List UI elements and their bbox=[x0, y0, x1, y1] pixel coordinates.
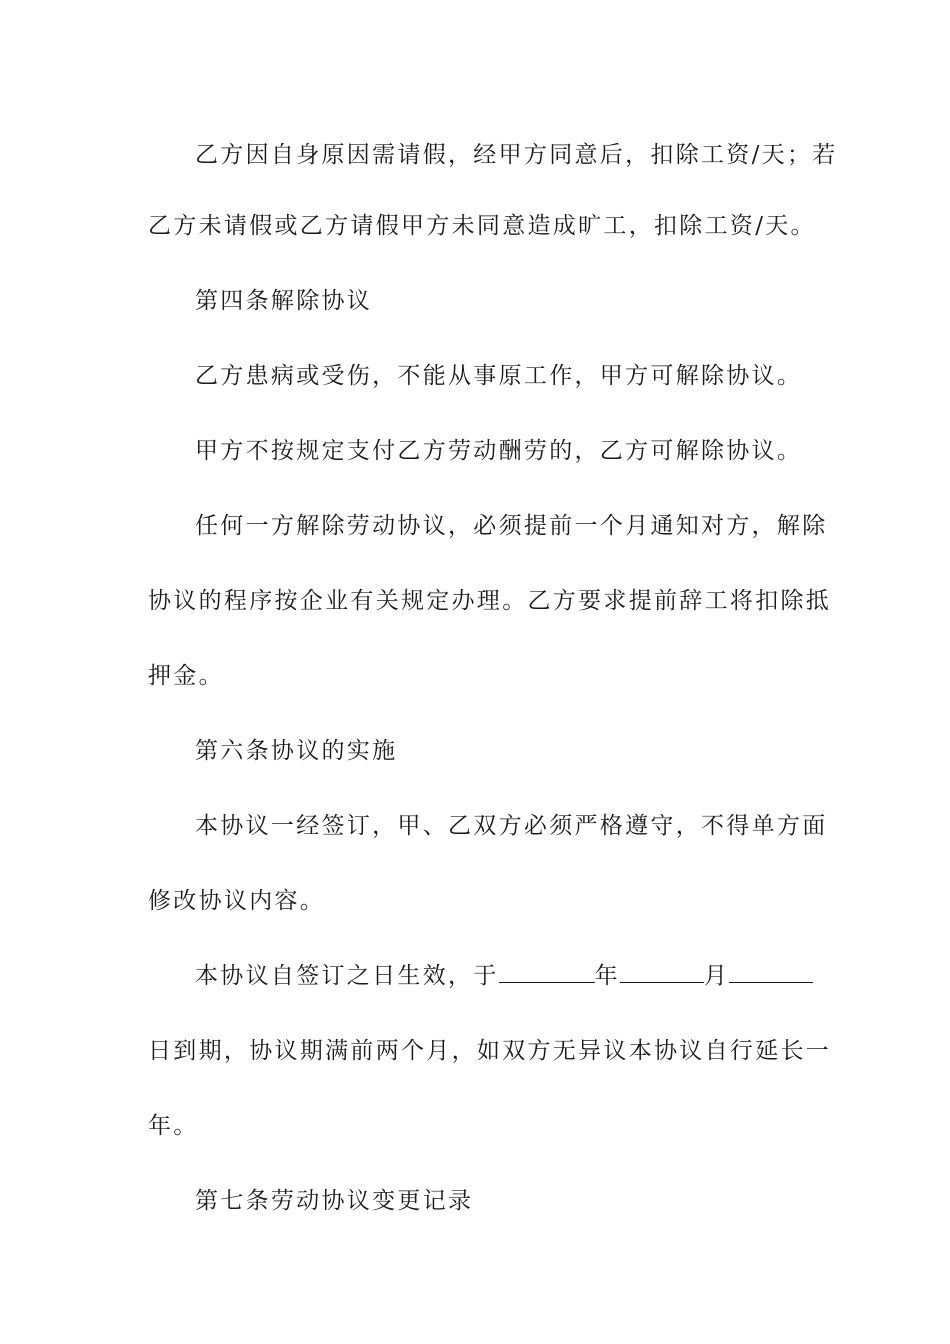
paragraph-effective-date-cont: 日到期，协议期满前两个月，如双方无异议本协议自行延长一 bbox=[148, 1038, 832, 1064]
paragraph-notice-cont: 协议的程序按企业有关规定办理。乙方要求提前辞工将扣除抵 bbox=[148, 588, 832, 614]
paragraph-illness-termination: 乙方患病或受伤，不能从事原工作，甲方可解除协议。 bbox=[195, 363, 803, 389]
year-label: 年 bbox=[594, 963, 620, 989]
paragraph-notice-end: 押金。 bbox=[148, 663, 224, 689]
day-blank bbox=[729, 962, 813, 983]
paragraph-compliance-cont: 修改协议内容。 bbox=[148, 888, 326, 914]
section-heading-implementation: 第六条协议的实施 bbox=[195, 738, 398, 764]
effective-date-prefix: 本协议自签订之日生效，于 bbox=[195, 963, 499, 989]
paragraph-leave-deduction: 乙方因自身原因需请假，经甲方同意后，扣除工资/天；若 bbox=[195, 142, 838, 168]
paragraph-notice: 任何一方解除劳动协议，必须提前一个月通知对方，解除 bbox=[195, 513, 828, 539]
section-heading-change-record: 第七条劳动协议变更记录 bbox=[195, 1188, 474, 1214]
year-blank bbox=[499, 962, 595, 983]
month-blank bbox=[620, 962, 704, 983]
paragraph-compliance: 本协议一经签订，甲、乙双方必须严格遵守，不得单方面 bbox=[195, 813, 828, 839]
section-heading-termination: 第四条解除协议 bbox=[195, 288, 373, 314]
paragraph-effective-date-end: 年。 bbox=[148, 1113, 199, 1139]
month-label: 月 bbox=[703, 963, 730, 989]
paragraph-leave-deduction-cont: 乙方未请假或乙方请假甲方未同意造成旷工，扣除工资/天。 bbox=[148, 213, 816, 239]
paragraph-pay-termination: 甲方不按规定支付乙方劳动酬劳的，乙方可解除协议。 bbox=[195, 438, 803, 464]
paragraph-effective-date bbox=[195, 961, 813, 991]
